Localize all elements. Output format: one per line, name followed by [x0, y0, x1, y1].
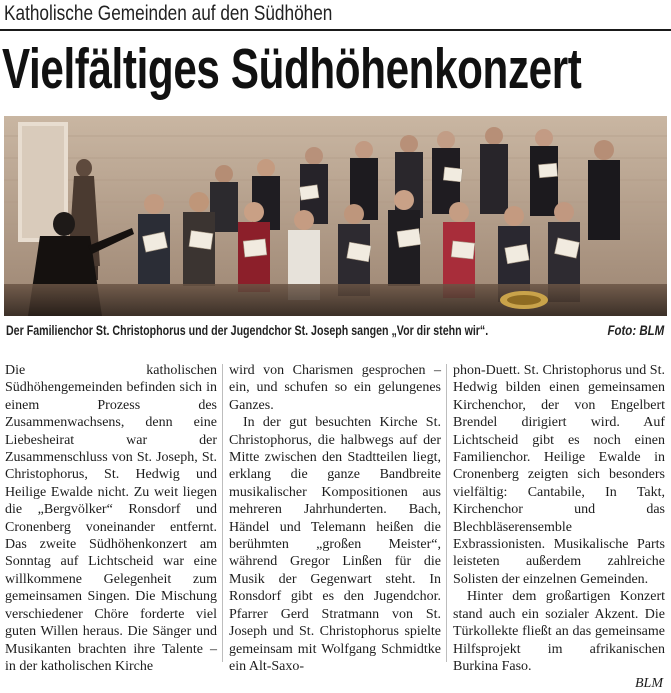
paragraph: Die katholischen Südhöhengemeinden befinden sich in einem Prozess des Zusammenwachsens, denn eine Liebesheirat war der Zusammenschluss von St. Joseph, St. Christophorus, St. Hedwig und Heilige Ewalde nicht. Zu weit liegen die „Bergvölker“ Ronsdorf und Cronenberg voneinander entfernt. Das zweite Südhöhenkonzert am Sonntag auf Lichtscheid war eine willkommene Gelegenheit zum gemeinsamen Singen. Die Mischung verschiedener Chöre forderte viel guten Willen heraus. Die Sänger und Musikanten brachten ihre Talente – in der katholischen Kirche	[5, 363, 217, 674]
author-signature: BLM	[635, 676, 663, 692]
article-column-1	[5, 362, 217, 675]
paragraph: In der gut besuchten Kirche St. Christophorus, die halbwegs auf der Mitte zwischen den Stadtteilen liegt, erklang die ganze Bandbreite musikalischer Kompositionen aus mehreren Jahrhunderten. Bach, Händel und Telemann heißen die berühmten „großen Meister“, während Gregor Linßen für die Musik der Gegenwart steht. In Ronsdorf gibt es den Jugendchor. Pfarrer Gerd Stratmann von St. Joseph und St. Christophorus spielte gemeinsam mit Wolfgang Schmidtke ein Alt-Saxo-	[229, 415, 441, 674]
photo-caption: Der Familienchor St. Christophorus und der Jugendchor St. Joseph sangen „Vor dir stehn wir“.	[6, 322, 489, 338]
kicker-divider	[0, 29, 671, 31]
concert-photo	[4, 116, 667, 316]
article-column-2	[229, 362, 441, 675]
paragraph: Hinter dem großartigen Konzert stand auch ein sozialer Akzent. Die Türkollekte fließt an das gemeinsame Hilfsprojekt im afrikanischen Burkina Faso.	[453, 589, 665, 674]
paragraph: phon-Duett. St. Christophorus und St. Hedwig bilden einen gemeinsamen Kirchenchor, der von Engelbert Brendel dirigiert wird. Auf Lichtscheid gibt es noch einen Familienchor. Heilige Ewalde in Cronenberg zeigten sich besonders vielfältig: Cantabile, In Takt, Kirchenchor und das Blechbläserensemble Exbrassionisten. Musikalische Parts leisteten außerdem zahlreiche Solisten der einzelnen Gemeinden.	[453, 363, 665, 587]
article-headline: Vielfältiges Südhöhenkonzert	[2, 37, 582, 101]
column-divider	[222, 364, 223, 662]
paragraph: wird von Charismen gesprochen – ein, und schufen so ein gelungenes Ganzes.	[229, 363, 441, 413]
photo-credit: Foto: BLM	[607, 322, 664, 338]
column-divider	[446, 364, 447, 662]
article-column-3	[453, 362, 665, 693]
section-kicker: Katholische Gemeinden auf den Südhöhen	[4, 2, 333, 25]
